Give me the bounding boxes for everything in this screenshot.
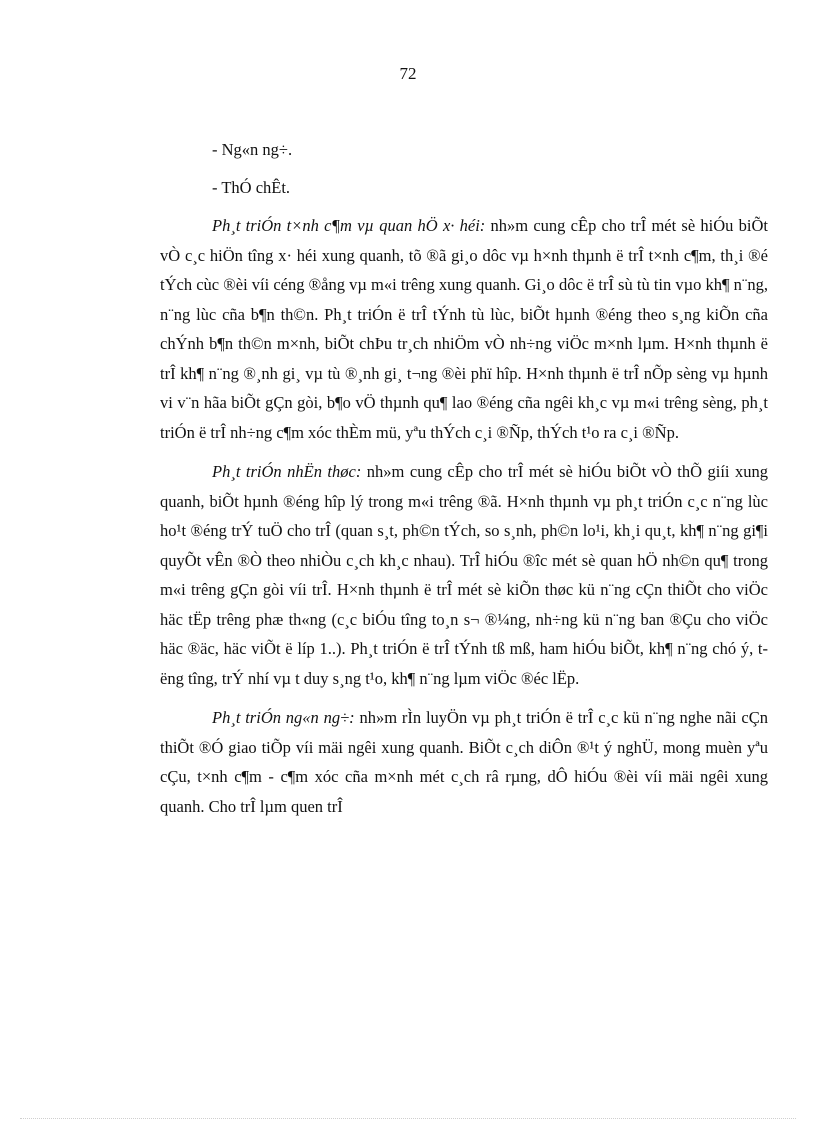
paragraph-cognitive [160, 457, 768, 693]
paragraph-heading: Ph¸t triÓn t×nh c¶m vµ quan hÖ x· héi: [212, 216, 486, 235]
footer-divider [20, 1118, 796, 1119]
paragraph-text: nh»m rÌn luyÖn vµ ph¸t triÓn ë trÎ c¸c kü n¨ng nghe nãi cÇn thiÕt ®Ó giao tiÕp víi mäi ngêi xung quanh. BiÕt c¸ch diÔn ®¹t ý nghÜ, mong muèn yªu cÇu, t×nh c¶m - c¶m xóc cña m×nh mét c¸ch râ rµng, dÔ hiÓu ®èi víi mäi ngêi xung quanh. Cho trÎ lµm quen trÎ [160, 708, 768, 816]
paragraph-heading: Ph¸t triÓn nhËn thøc: [212, 462, 362, 481]
paragraph-heading: Ph¸t triÓn ng«n ng÷: [212, 708, 355, 727]
paragraph-language [160, 703, 768, 821]
paragraph-social-emotional [160, 211, 768, 447]
page-number: 72 [399, 64, 417, 83]
paragraph-text: nh»m cung cÊp cho trÎ mét sè hiÓu biÕt vÒ thÕ giíi xung quanh, biÕt hµnh ®éng hîp lý trong m«i trêng ®ã. H×nh thµnh vµ ph¸t triÓn c¸c n¨ng lùc ho¹t ®éng trÝ tuÖ cho trÎ (quan s¸t, ph©n tÝch, so s¸nh, ph©n lo¹i, kh¸i qu¸t, kh¶ n¨ng gi¶i quyÕt vÊn ®Ò theo nhiÒu c¸ch kh¸c nhau). TrÎ hiÓu ®îc mét sè quan hÖ nh©n qu¶ trong m«i trêng gÇn gòi víi trÎ. H×nh thµnh ë trÎ mét sè kiÕn thøc kü n¨ng cÇn thiÕt cho viÖc häc tËp trêng phæ th«ng (c¸c biÓu tîng to¸n s¬ ®¼ng, nh÷ng kü n¨ng ban ®Çu cho viÖc häc ®äc, häc viÕt ë líp 1..). Ph¸t triÓn ë trÎ tÝnh tß mß, ham hiÓu biÕt, kh¶ n¨ng chó ý, tëng tîng, trÝ nhí vµ t duy s¸ng t¹o, kh¶ n¨ng lµm viÖc ®éc lËp. [160, 462, 768, 688]
page-body [160, 135, 768, 831]
bullet-language: - Ng«n ng÷. [212, 140, 293, 159]
bullet-physical: - ThÓ chÊt. [212, 178, 291, 197]
paragraph-text: nh»m cung cÊp cho trÎ mét sè hiÓu biÕt vÒ c¸c hiÖn tîng x· héi xung quanh, tõ ®ã gi¸o dôc vµ h×nh thµnh ë trÎ t×nh c¶m, th¸i ®é tÝch cùc ®èi víi céng ®ång vµ m«i trêng xung quanh. Gi¸o dôc ë trÎ sù tù tin vµo kh¶ n¨ng, n¨ng lùc cña b¶n th©n. Ph¸t triÓn ë trÎ tÝnh tù lùc, biÕt hµnh ®éng theo s¸ng kiÕn cña chÝnh b¶n th©n m×nh, biÕt chÞu tr¸ch nhiÖm vÒ nh÷ng viÖc m×nh lµm. H×nh thµnh ë trÎ kh¶ n¨ng ®¸nh gi¸ vµ tù ®¸nh gi¸ t¬ng ®èi phï hîp. H×nh thµnh ë trÎ nÕp sèng vµ hµnh vi v¨n hãa biÕt gÇn gòi, b¶o vÖ thµnh qu¶ lao ®éng cña ngêi kh¸c vµ m«i trêng sèng, ph¸t triÓn ë trÎ nh÷ng c¶m xóc thÈm mü, yªu thÝch c¸i ®Ñp, thÝch t¹o ra c¸i ®Ñp. [160, 216, 768, 442]
